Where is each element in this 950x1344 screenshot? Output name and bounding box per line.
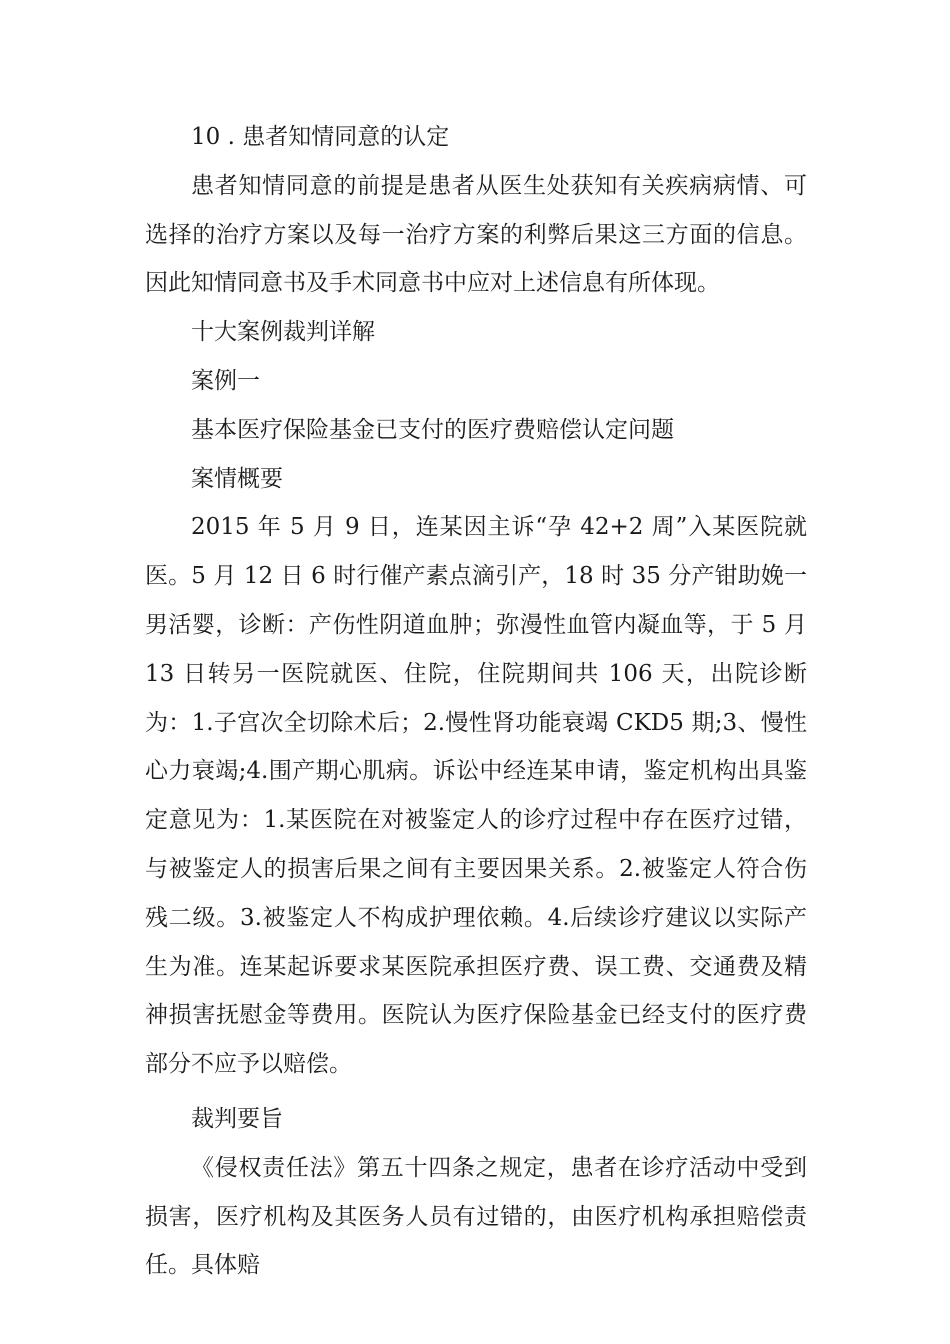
body-paragraph-case-summary: 2015 年 5 月 9 日，连某因主诉“孕 42+2 周”入某医院就医。5 月 12 日 6 时行催产素点滴引产，18 时 35 分产钳助娩一男活婴，诊断：产伤性阴道血肿；弥漫性血管内凝血等，于 5 月 13 日转另一医院就医、住院，住院期间共 106 天，出院诊断为：1.子宫次全切除术后；2.慢性肾功能衰竭 CKD5 期;3、慢性心力衰竭;4.围产期心肌病。诉讼中经连某申请，鉴定机构出具鉴定意见为：1.某医院在对被鉴定人的诊疗过程中存在医疗过错，与被鉴定人的损害后果之间有主要因果关系。2.被鉴定人符合伤残二级。3.被鉴定人不构成护理依赖。4.后续诊疗建议以实际产生为准。连某起诉要求某医院承担医疗费、误工费、交通费及精神损害抚慰金等费用。医院认为医疗保险基金已经支付的医疗费部分不应予以赔偿。 xyxy=(145,514,807,1078)
section-heading-informed-consent: 10 . 患者知情同意的认定 xyxy=(191,124,450,150)
heading-case-one: 案例一 xyxy=(191,367,260,394)
body-paragraph-judgment-gist: 《侵权责任法》第五十四条之规定，患者在诊疗活动中受到损害，医疗机构及其医务人员有过错的，由医疗机构承担赔偿责任。具体赔 xyxy=(145,1154,807,1279)
body-paragraph-informed-consent: 患者知情同意的前提是患者从医生处获知有关疾病病情、可选择的治疗方案以及每一治疗方案的利弊后果这三方面的信息。因此知情同意书及手术同意书中应对上述信息有所体现。 xyxy=(145,172,807,297)
document-body xyxy=(145,113,807,1290)
heading-judgment-gist: 裁判要旨 xyxy=(191,1105,283,1132)
heading-ten-cases: 十大案例裁判详解 xyxy=(191,319,375,346)
heading-case-summary: 案情概要 xyxy=(191,465,283,492)
case-title: 基本医疗保险基金已支付的医疗费赔偿认定问题 xyxy=(191,416,674,443)
